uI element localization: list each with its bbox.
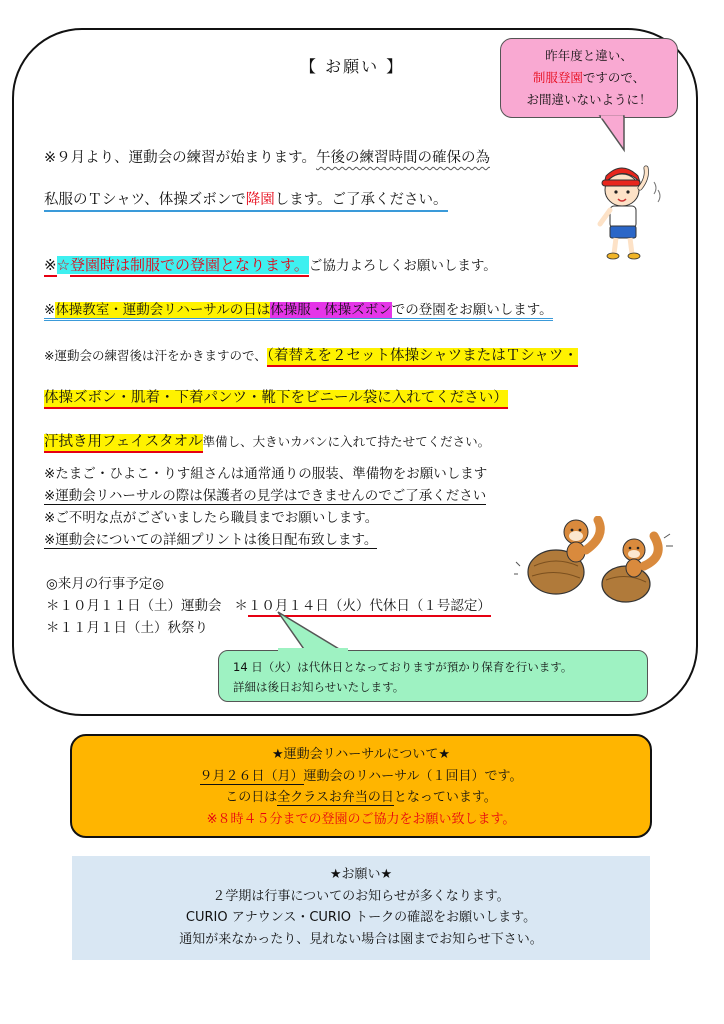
schedule-item-substitute-holiday: １０月１４日（火）代休日（１号認定） xyxy=(248,598,491,617)
rehearsal-date-line xyxy=(72,766,650,788)
rehearsal-date-rest: 運動会のリハーサル（１回目）です。 xyxy=(303,768,523,784)
rehearsal-lunch-ul: 全クラスお弁当の日 xyxy=(277,790,394,805)
practice-start-line xyxy=(44,146,490,167)
rehearsal-arrival-line: ※８時４５分までの登園のご協力をお願い致します。 xyxy=(206,811,516,827)
curio-line-2: CURIO アナウンス・CURIO トークの確認をお願いします。 xyxy=(185,910,537,925)
schedule-row-1 xyxy=(46,594,491,614)
reminder-bubble xyxy=(500,38,678,118)
squirrels-walnuts-illustration xyxy=(514,516,684,606)
schedule-item-autumn-festival: ＊１１月１日（土）秋祭り xyxy=(46,620,208,636)
casual-clothes-text: 私服のＴシャツ、体操ズボンで xyxy=(44,192,246,208)
curio-heading: ★お願い★ xyxy=(329,867,393,882)
change-clothes-line-1 xyxy=(44,344,578,365)
note-rehearsal-viewing-text: ※運動会リハーサルの際は保護者の見学はできませんのでご了承ください xyxy=(44,488,487,504)
practice-start-text: ※９月より、運動会の練習が始まります。 xyxy=(44,150,316,166)
curio-request-box xyxy=(72,856,650,960)
curio-line-1: ２学期は行事についてのお知らせが多くなります。 xyxy=(212,888,510,904)
rehearsal-lunch-line xyxy=(72,787,650,809)
towel-line xyxy=(44,430,490,451)
gym-yellow-text: 体操教室・運動会リハーサルの日は xyxy=(55,302,271,318)
curio-line-3: 通知が来なかったり、見れない場合は園までお知らせ下さい。 xyxy=(179,931,543,947)
uniform-rest: ご協力よろしくお願いします。 xyxy=(308,258,497,274)
uniform-mark: ※ xyxy=(44,256,57,277)
note-questions: ※ご不明な点がございましたら職員までお願いします。 xyxy=(44,510,379,526)
star-icon: ☆ xyxy=(56,256,71,274)
childcare-note-bubble xyxy=(218,650,648,702)
boy-exercise-illustration xyxy=(592,160,664,260)
page-title: 【 お願い 】 xyxy=(300,57,405,76)
change-clothes-yellow-1: （着替えを２セット体操シャツまたはＴシャツ・ xyxy=(267,348,578,367)
reminder-line-3: お間違いないように！ xyxy=(526,92,652,107)
childcare-note-line-2: 詳細は後日お知らせいたします。 xyxy=(233,680,405,694)
note-details-text: ※運動会についての詳細プリントは後日配布致します。 xyxy=(44,532,378,548)
green-bubble-tail-cover xyxy=(278,648,348,654)
rehearsal-box xyxy=(70,734,652,838)
dismissal-red-text: 降園 xyxy=(245,192,275,208)
childcare-note-line-1: 14 日（火）は代休日となっておりますが預かり保育を行います。 xyxy=(233,660,573,674)
reminder-red-text: 制服登園 xyxy=(532,70,583,85)
schedule-item-sports-day: ＊１０月１１日（土）運動会 xyxy=(46,598,222,614)
gym-magenta-text: 体操服・体操ズボン xyxy=(270,302,392,318)
reminder-line-1: 昨年度と違い、 xyxy=(545,48,633,63)
note-details xyxy=(44,528,377,548)
towel-rest: 準備し、大きいカバンに入れて持たせてください。 xyxy=(202,434,491,449)
note-classes: ※たまご・ひよこ・りす組さんは通常通りの服装、準備物をお願いします xyxy=(44,466,488,482)
casual-clothes-rest: します。ご了承ください。 xyxy=(274,192,448,208)
schedule-heading: ◎来月の行事予定◎ xyxy=(46,576,165,592)
schedule-item-2-mark: ＊ xyxy=(234,598,248,614)
gym-clothes-line xyxy=(44,298,553,318)
practice-time-text: 午後の練習時間の確保の為 xyxy=(316,150,490,166)
reminder-line-2-rest: ですので、 xyxy=(582,70,646,85)
reminder-line-2 xyxy=(501,67,677,89)
sweat-text: ※運動会の練習後は汗をかきますので、 xyxy=(44,348,267,363)
gym-prefix: ※ xyxy=(44,302,56,318)
rehearsal-lunch-a: この日は xyxy=(225,790,278,805)
uniform-line xyxy=(44,254,497,275)
reminder-bubble-tail xyxy=(590,116,630,156)
uniform-highlight: 登園時は制服での登園となります。 xyxy=(70,256,309,277)
rehearsal-heading: ★運動会リハーサルについて★ xyxy=(271,747,450,762)
note-rehearsal-viewing xyxy=(44,484,486,504)
gym-rest: での登園をお願いします。 xyxy=(391,302,553,318)
change-clothes-line-2 xyxy=(44,386,508,407)
casual-clothes-line xyxy=(44,188,448,209)
towel-yellow-text: 汗拭き用フェイスタオル xyxy=(44,434,203,453)
change-clothes-yellow-2: 体操ズボン・肌着・下着パンツ・靴下をビニール袋に入れてください） xyxy=(44,390,508,409)
rehearsal-date: ９月２６日（月） xyxy=(199,768,304,784)
rehearsal-lunch-b: となっています。 xyxy=(393,790,497,805)
